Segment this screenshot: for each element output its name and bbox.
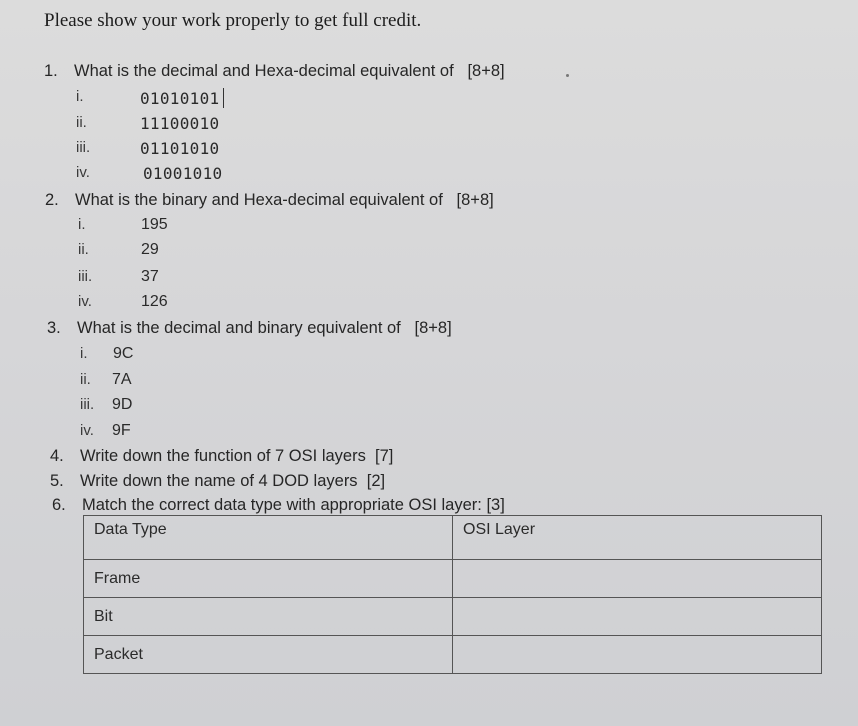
item-value: 01101010	[140, 139, 220, 158]
question-text: Match the correct data type with appropriate OSI layer:	[82, 496, 482, 514]
item-value: 9F	[112, 422, 131, 439]
item-value: 37	[141, 268, 159, 285]
question-number: 4.	[50, 447, 64, 465]
question-marks: [8+8]	[456, 191, 494, 209]
question-6	[52, 496, 505, 515]
question-text: What is the decimal and Hexa-decimal equivalent of	[74, 62, 454, 80]
question-number: 1.	[44, 62, 58, 80]
instructions-header: Please show your work properly to get full credit.	[44, 10, 422, 31]
osi-layer-cell	[453, 560, 822, 598]
question-marks: [2]	[366, 472, 386, 490]
table-row	[84, 560, 822, 598]
item-value: 01010101	[140, 88, 224, 108]
question-3	[47, 319, 452, 338]
data-type-cell: Frame	[84, 560, 453, 598]
item-roman: iv.	[80, 422, 94, 439]
question-text: What is the decimal and binary equivalent of	[77, 319, 401, 337]
table-header-row	[84, 516, 822, 560]
item-value: 11100010	[140, 114, 220, 133]
table-row	[84, 598, 822, 636]
question-marks: [8+8]	[467, 62, 505, 80]
item-roman: iii.	[76, 139, 91, 156]
column-header-data-type: Data Type	[84, 516, 453, 560]
question-marks: [3]	[486, 496, 505, 514]
column-header-osi-layer: OSI Layer	[453, 516, 822, 560]
item-value: 29	[141, 241, 159, 258]
item-roman: i.	[78, 216, 86, 233]
item-roman: iii.	[80, 396, 95, 413]
item-roman: i.	[80, 345, 88, 362]
item-roman: iii.	[78, 268, 93, 285]
item-roman: ii.	[76, 114, 87, 131]
question-5	[50, 472, 385, 491]
osi-matching-table	[83, 515, 822, 674]
question-4	[50, 447, 393, 466]
osi-layer-cell	[453, 636, 822, 674]
item-roman: iv.	[76, 164, 90, 181]
question-text: Write down the name of 4 DOD layers	[80, 472, 358, 490]
question-number: 3.	[47, 319, 61, 337]
osi-layer-cell	[453, 598, 822, 636]
question-number: 6.	[52, 496, 66, 514]
question-marks: [7]	[375, 447, 394, 465]
question-number: 5.	[50, 472, 64, 490]
question-text: What is the binary and Hexa-decimal equivalent of	[75, 191, 443, 209]
question-number: 2.	[45, 191, 59, 209]
data-type-cell: Packet	[84, 636, 453, 674]
item-roman: i.	[76, 88, 84, 105]
item-roman: ii.	[78, 241, 89, 258]
data-type-cell: Bit	[84, 598, 453, 636]
item-value: 7A	[112, 371, 132, 388]
stray-mark	[566, 74, 569, 77]
item-value: 01001010	[143, 164, 223, 183]
question-1	[44, 62, 505, 81]
item-value: 195	[141, 216, 168, 233]
question-text: Write down the function of 7 OSI layers	[80, 447, 366, 465]
question-2	[45, 191, 494, 210]
question-marks: [8+8]	[414, 319, 452, 337]
item-roman: ii.	[80, 371, 91, 388]
text-cursor	[223, 88, 224, 108]
item-value: 9C	[113, 345, 134, 362]
table-row	[84, 636, 822, 674]
item-value: 9D	[112, 396, 133, 413]
item-value: 126	[141, 293, 168, 310]
item-roman: iv.	[78, 293, 92, 310]
